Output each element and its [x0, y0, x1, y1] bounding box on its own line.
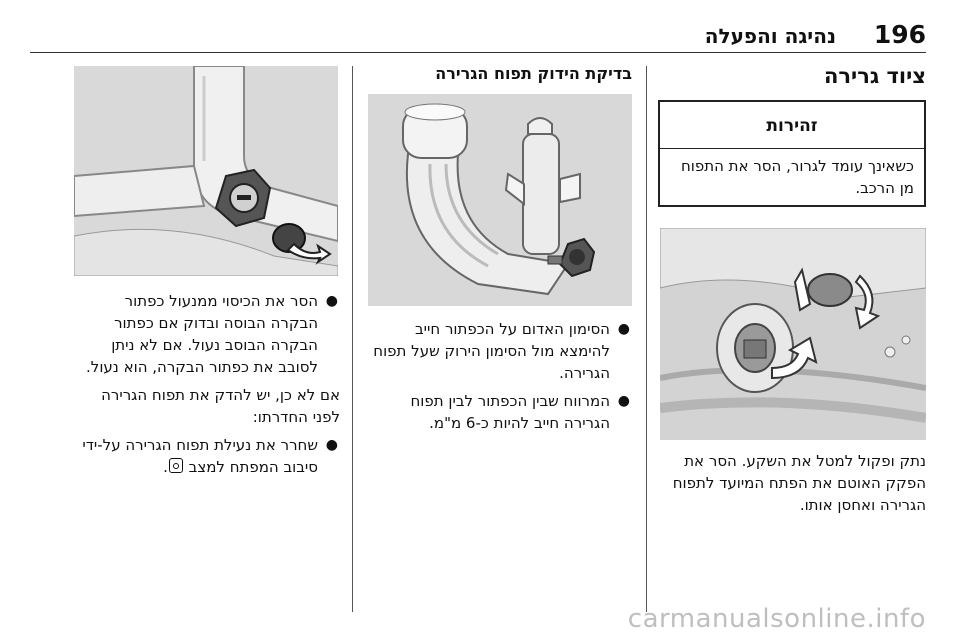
check-tow-ball-figure [368, 94, 632, 306]
list-item [74, 434, 340, 478]
header-divider [30, 52, 926, 53]
install-tow-ball-figure [660, 228, 926, 440]
tow-ball-illustration [368, 94, 632, 306]
right-column [658, 64, 926, 242]
bullet-dot: ● [617, 321, 630, 337]
warning-text: כשאינך עומד לגרור, הסר את התפוח מן הרכב. [681, 157, 914, 197]
check-bullets [362, 318, 632, 440]
bullet-tail: . [163, 458, 168, 476]
chapter-title: נהיגה והפעלה [704, 24, 836, 48]
lock-instructions [74, 290, 340, 484]
warning-box [658, 100, 926, 207]
lock-knob-illustration [74, 66, 338, 276]
section-heading: ציוד גרירה [823, 64, 926, 88]
bullet-text: הסר את הכיסוי ממנעול כפתור הבקרה הבוסה ובדוק אם כפתור הבקרה הבוסב נעול. אם לא ניתן לסובב את כפתור הבקרה, הוא נעול. [86, 292, 318, 376]
check-heading: בדיקת הידוק תפוח הגרירה [435, 64, 632, 83]
install-paragraph: נתק ופקול למטל את השקע. הסר את הפקק האוטם את הפתח המיועד לתפוח הגרירה ואחסן אותו. [672, 452, 926, 514]
bullet-dot: ● [325, 293, 338, 309]
bullet-dot: ● [617, 393, 630, 409]
lock-knob-figure [74, 66, 338, 276]
list-item [362, 390, 632, 434]
lock-paragraph: אם לא כן, יש להדק את תפוח הגרירה לפני החדרתו: [101, 386, 340, 426]
watermark: carmanualsonline.info [627, 604, 926, 634]
list-item [362, 318, 632, 384]
column-divider-right [646, 66, 647, 612]
unlock-position-icon [169, 458, 183, 473]
bullet-text: שחרר את נעילת תפוח הגרירה על-ידי סיבוב המפתח למצב [82, 436, 318, 476]
bullet-text: המרווח שבין הכפתור לבין תפוח הגרירה חייב להיות כ-6 מ"מ. [410, 392, 610, 432]
bullet-dot: ● [325, 437, 338, 453]
list-item [74, 290, 340, 378]
bullet-text: הסימון האדום על הכפתור חייב להימצא מול הסימון הירוק שעל תפוח הגרירה. [373, 320, 610, 382]
column-divider-left [352, 66, 353, 612]
page-number: 196 [873, 20, 926, 49]
warning-title: זהירות [660, 102, 924, 149]
install-illustration [660, 228, 926, 440]
